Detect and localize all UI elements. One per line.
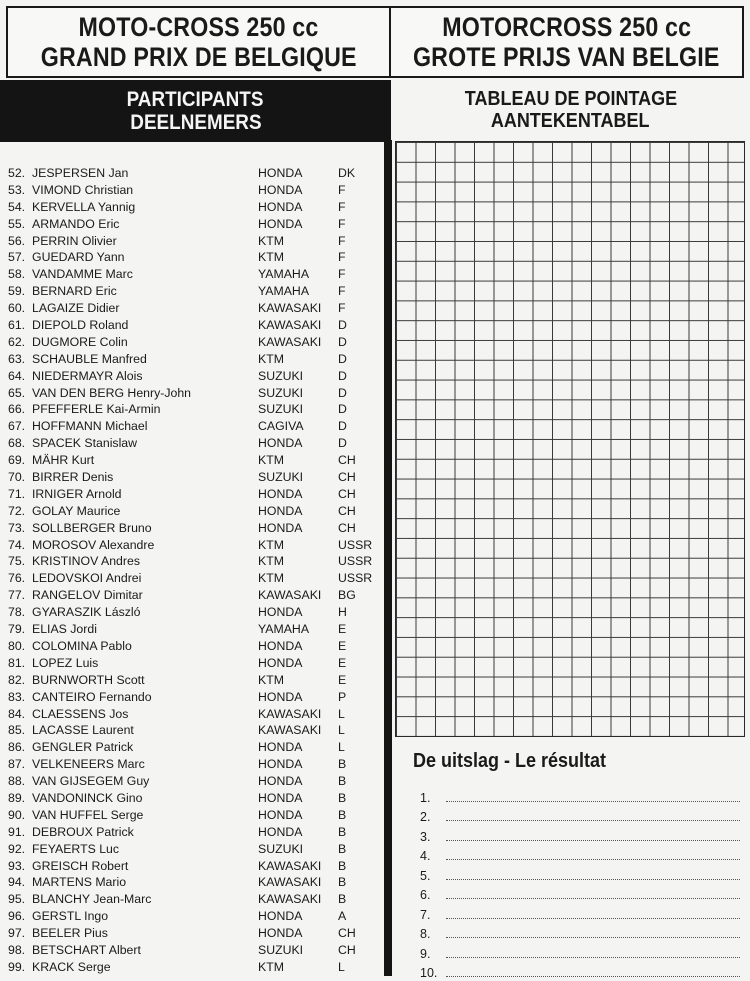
participant-row: [8, 283, 380, 300]
participant-brand: HONDA: [258, 689, 303, 704]
participant-country: E: [338, 622, 347, 637]
result-position: 5.: [420, 868, 431, 883]
participant-brand: HONDA: [258, 740, 303, 755]
participant-country: F: [338, 199, 346, 214]
participant-name: BERNARD Eric: [32, 284, 117, 299]
header-left-line1: MOTO-CROSS 250 cc: [78, 12, 319, 42]
participant-number: 67.: [8, 419, 26, 434]
participant-country: F: [338, 301, 346, 316]
participant-row: [8, 300, 380, 317]
participant-country: F: [338, 284, 346, 299]
participant-name: CANTEIRO Fernando: [32, 689, 152, 704]
participant-row: [8, 638, 380, 655]
participant-row: [8, 739, 380, 756]
participant-brand: HONDA: [258, 638, 303, 653]
participant-country: B: [338, 774, 347, 789]
participant-row: [8, 908, 380, 925]
participant-row: [8, 199, 380, 216]
participant-country: F: [338, 182, 346, 197]
header-right-box: [389, 6, 744, 78]
result-line[interactable]: [420, 922, 740, 942]
participant-number: 57.: [8, 250, 26, 265]
participant-brand: HONDA: [258, 655, 303, 670]
participant-brand: SUZUKI: [258, 942, 304, 957]
result-line[interactable]: [420, 961, 740, 981]
result-entry-line[interactable]: [446, 937, 740, 938]
participant-number: 55.: [8, 216, 26, 231]
participant-number: 53.: [8, 182, 26, 197]
participant-name: KRISTINOV Andres: [32, 554, 140, 569]
participant-number: 58.: [8, 267, 26, 282]
participant-brand: HONDA: [258, 199, 303, 214]
participant-row: [8, 672, 380, 689]
participant-name: KERVELLA Yannig: [32, 199, 136, 214]
participant-brand: KAWASAKI: [258, 723, 322, 738]
participant-country: B: [338, 841, 347, 856]
participant-number: 93.: [8, 858, 26, 873]
participant-country: CH: [338, 470, 356, 485]
participant-number: 74.: [8, 537, 26, 552]
participant-brand: KAWASAKI: [258, 892, 322, 907]
participant-country: DK: [338, 166, 356, 180]
participant-number: 99.: [8, 959, 26, 974]
participant-name: LEDOVSKOI Andrei: [32, 571, 142, 586]
participant-name: FEYAERTS Luc: [32, 841, 120, 856]
result-entry-line[interactable]: [446, 879, 740, 880]
participant-country: D: [338, 385, 347, 400]
header-left-line2: GRAND PRIX DE BELGIQUE: [40, 42, 357, 72]
participant-brand: KTM: [258, 959, 284, 974]
participant-name: KRACK Serge: [32, 959, 111, 974]
participant-number: 96.: [8, 909, 26, 924]
participant-number: 85.: [8, 723, 26, 738]
participant-brand: HONDA: [258, 503, 303, 518]
participant-number: 81.: [8, 655, 26, 670]
participant-country: D: [338, 351, 347, 366]
participant-country: E: [338, 672, 347, 687]
participants-title-nl: DEELNEMERS: [129, 111, 262, 134]
participant-country: L: [338, 723, 345, 738]
participant-name: LOPEZ Luis: [32, 655, 99, 670]
result-line[interactable]: [420, 941, 740, 961]
participant-number: 97.: [8, 926, 26, 941]
participant-number: 68.: [8, 436, 26, 451]
participant-name: VAN DEN BERG Henry-John: [32, 385, 191, 400]
participant-number: 95.: [8, 892, 26, 907]
participant-country: B: [338, 824, 347, 839]
participant-name: VANDONINCK Gino: [32, 790, 143, 805]
participants-header: [0, 80, 391, 142]
participant-name: LACASSE Laurent: [32, 723, 134, 738]
participant-brand: KTM: [258, 250, 284, 265]
participant-row: [8, 266, 380, 283]
participant-name: COLOMINA Pablo: [32, 638, 132, 653]
participant-row: [8, 368, 380, 385]
participant-row: [8, 959, 380, 976]
participant-name: SPACEK Stanislaw: [32, 436, 138, 451]
result-line[interactable]: [420, 902, 740, 922]
result-line[interactable]: [420, 883, 740, 903]
result-entry-line[interactable]: [446, 801, 740, 802]
participant-number: 89.: [8, 790, 26, 805]
participant-row: [8, 165, 380, 182]
result-entry-line[interactable]: [446, 859, 740, 860]
participant-country: B: [338, 892, 347, 907]
participant-name: GERSTL Ingo: [32, 909, 109, 924]
participant-country: E: [338, 655, 347, 670]
participant-name: RANGELOV Dimitar: [32, 588, 143, 603]
result-line[interactable]: [420, 824, 740, 844]
participant-number: 62.: [8, 334, 26, 349]
result-position: 9.: [420, 946, 431, 961]
result-position: 3.: [420, 829, 431, 844]
participant-country: D: [338, 334, 347, 349]
participant-country: E: [338, 638, 347, 653]
participant-row: [8, 334, 380, 351]
participant-country: USSR: [338, 571, 373, 586]
participant-country: A: [338, 909, 347, 924]
result-position: 6.: [420, 888, 431, 902]
participant-brand: SUZUKI: [258, 368, 304, 383]
participant-number: 91.: [8, 824, 26, 839]
header-left-box: [6, 6, 391, 78]
participant-row: [8, 925, 380, 942]
participant-brand: HONDA: [258, 520, 303, 535]
participant-name: PFEFFERLE Kai-Armin: [32, 402, 161, 417]
participant-country: D: [338, 368, 347, 383]
participant-number: 80.: [8, 638, 26, 653]
participant-name: GOLAY Maurice: [32, 503, 121, 518]
participant-row: [8, 891, 380, 908]
participant-country: L: [338, 959, 345, 974]
participant-number: 98.: [8, 942, 26, 957]
participant-number: 52.: [8, 166, 26, 180]
participant-brand: YAMAHA: [258, 267, 310, 282]
participant-row: [8, 874, 380, 891]
participant-name: SCHAUBLE Manfred: [32, 351, 147, 366]
participant-row: [8, 655, 380, 672]
participant-row: [8, 773, 380, 790]
participant-row: [8, 233, 380, 250]
result-position: 10.: [420, 966, 438, 980]
participant-name: HOFFMANN Michael: [32, 419, 148, 434]
result-line[interactable]: [420, 805, 740, 825]
participant-country: B: [338, 790, 347, 805]
participant-country: D: [338, 436, 347, 451]
participant-list: [8, 165, 380, 976]
participant-country: BG: [338, 588, 356, 603]
participant-row: [8, 553, 380, 570]
participant-brand: KAWASAKI: [258, 588, 322, 603]
participant-brand: KAWASAKI: [258, 706, 322, 721]
column-divider: [384, 140, 392, 976]
participant-row: [8, 706, 380, 723]
result-list: [420, 785, 740, 980]
participant-number: 90.: [8, 807, 26, 822]
participant-brand: KTM: [258, 571, 284, 586]
participant-country: L: [338, 740, 345, 755]
result-position: 7.: [420, 907, 431, 922]
participant-row: [8, 942, 380, 959]
participant-name: BEELER Pius: [32, 926, 108, 941]
participant-brand: YAMAHA: [258, 284, 310, 299]
participant-name: VANDAMME Marc: [32, 267, 133, 282]
participant-row: [8, 469, 380, 486]
participant-name: SOLLBERGER Bruno: [32, 520, 152, 535]
participant-row: [8, 689, 380, 706]
participant-row: [8, 435, 380, 452]
participant-name: IRNIGER Arnold: [32, 486, 122, 501]
result-position: 2.: [420, 810, 431, 824]
participant-name: GUEDARD Yann: [32, 250, 125, 265]
participant-country: D: [338, 402, 347, 417]
scoreboard-header: [391, 88, 750, 132]
participant-name: CLAESSENS Jos: [32, 706, 129, 721]
participant-number: 69.: [8, 453, 26, 468]
participant-brand: HONDA: [258, 486, 303, 501]
participant-brand: HONDA: [258, 757, 303, 772]
participant-number: 88.: [8, 774, 26, 789]
result-entry-line[interactable]: [446, 820, 740, 821]
participant-number: 73.: [8, 520, 26, 535]
participant-country: B: [338, 858, 347, 873]
participants-title-fr: PARTICIPANTS: [127, 88, 264, 111]
participant-brand: HONDA: [258, 216, 303, 231]
participant-row: [8, 756, 380, 773]
participant-row: [8, 351, 380, 368]
participant-number: 59.: [8, 284, 26, 299]
participant-brand: YAMAHA: [258, 622, 310, 637]
participant-brand: HONDA: [258, 824, 303, 839]
participant-country: F: [338, 250, 346, 265]
participant-number: 78.: [8, 605, 26, 620]
participant-number: 75.: [8, 554, 26, 569]
participant-brand: SUZUKI: [258, 402, 304, 417]
participant-row: [8, 587, 380, 604]
participant-country: B: [338, 807, 347, 822]
participant-name: PERRIN Olivier: [32, 233, 117, 248]
participant-row: [8, 182, 380, 199]
participant-row: [8, 807, 380, 824]
participant-number: 92.: [8, 841, 26, 856]
result-entry-line[interactable]: [446, 976, 740, 977]
participant-number: 65.: [8, 385, 26, 400]
participant-brand: KTM: [258, 453, 284, 468]
result-entry-line[interactable]: [446, 840, 740, 841]
participant-number: 82.: [8, 672, 26, 687]
participant-name: VAN HUFFEL Serge: [32, 807, 144, 822]
result-line[interactable]: [420, 863, 740, 883]
participant-number: 79.: [8, 622, 26, 637]
participant-brand: HONDA: [258, 774, 303, 789]
participant-number: 77.: [8, 588, 26, 603]
participant-brand: KTM: [258, 233, 284, 248]
participant-name: VIMOND Christian: [32, 182, 134, 197]
participant-number: 70.: [8, 470, 26, 485]
participant-number: 61.: [8, 318, 26, 333]
participant-country: CH: [338, 520, 356, 535]
participant-row: [8, 858, 380, 875]
participant-row: [8, 486, 380, 503]
participant-row: [8, 570, 380, 587]
participant-number: 84.: [8, 706, 26, 721]
participant-country: F: [338, 267, 346, 282]
participant-name: ELIAS Jordi: [32, 622, 97, 637]
participant-row: [8, 520, 380, 537]
result-line[interactable]: [420, 844, 740, 864]
result-entry-line[interactable]: [446, 918, 740, 919]
participant-brand: KTM: [258, 351, 284, 366]
participant-brand: HONDA: [258, 182, 303, 197]
participant-row: [8, 385, 380, 402]
participant-brand: KTM: [258, 672, 284, 687]
result-entry-line[interactable]: [446, 957, 740, 958]
participant-number: 54.: [8, 199, 26, 214]
participant-country: CH: [338, 503, 356, 518]
participant-country: F: [338, 216, 346, 231]
participant-name: ARMANDO Eric: [32, 216, 120, 231]
scoring-grid[interactable]: [395, 141, 745, 737]
participant-row: [8, 418, 380, 435]
scoreboard-title-fr: TABLEAU DE POINTAGE: [464, 88, 677, 110]
participant-country: B: [338, 757, 347, 772]
participant-number: 60.: [8, 301, 26, 316]
participant-number: 72.: [8, 503, 26, 518]
participant-country: CH: [338, 926, 356, 941]
result-position: 8.: [420, 927, 431, 941]
participant-row: [8, 722, 380, 739]
participant-row: [8, 824, 380, 841]
header-right-line1: MOTORCROSS 250 cc: [442, 12, 691, 42]
participant-name: GREISCH Robert: [32, 858, 129, 873]
participant-name: DEBROUX Patrick: [32, 824, 134, 839]
participant-country: P: [338, 689, 347, 704]
participant-row: [8, 452, 380, 469]
participant-row: [8, 841, 380, 858]
participant-name: DUGMORE Colin: [32, 334, 128, 349]
result-title: De uitslag - Le résultat: [413, 750, 607, 772]
participant-country: F: [338, 233, 346, 248]
participant-name: GYARASZIK László: [32, 605, 141, 620]
participant-number: 87.: [8, 757, 26, 772]
participant-country: CH: [338, 453, 356, 468]
result-position: 1.: [420, 790, 431, 805]
participant-number: 76.: [8, 571, 26, 586]
participant-number: 94.: [8, 875, 26, 890]
participant-number: 83.: [8, 689, 26, 704]
participant-number: 86.: [8, 740, 26, 755]
participant-name: DIEPOLD Roland: [32, 318, 129, 333]
participant-row: [8, 604, 380, 621]
participant-brand: HONDA: [258, 790, 303, 805]
participant-row: [8, 537, 380, 554]
participant-name: LAGAIZE Didier: [32, 301, 120, 316]
participant-brand: HONDA: [258, 605, 303, 620]
participant-row: [8, 790, 380, 807]
participant-number: 63.: [8, 351, 26, 366]
participant-row: [8, 401, 380, 418]
participant-name: GENGLER Patrick: [32, 740, 134, 755]
participant-name: BLANCHY Jean-Marc: [32, 892, 152, 907]
participant-country: B: [338, 875, 347, 890]
participant-name: NIEDERMAYR Alois: [32, 368, 143, 383]
participant-name: MÄHR Kurt: [32, 453, 95, 468]
participant-country: L: [338, 706, 345, 721]
participant-name: BETSCHART Albert: [32, 942, 141, 957]
participant-number: 56.: [8, 233, 26, 248]
participant-brand: KAWASAKI: [258, 334, 322, 349]
participant-brand: KAWASAKI: [258, 875, 322, 890]
participant-number: 71.: [8, 486, 26, 501]
participant-brand: KAWASAKI: [258, 318, 322, 333]
participant-row: [8, 216, 380, 233]
participant-brand: KAWASAKI: [258, 858, 322, 873]
participant-country: CH: [338, 486, 356, 501]
participant-row: [8, 503, 380, 520]
participant-brand: HONDA: [258, 807, 303, 822]
participant-brand: HONDA: [258, 926, 303, 941]
participant-number: 66.: [8, 402, 26, 417]
participant-country: D: [338, 419, 347, 434]
participant-name: VAN GIJSEGEM Guy: [32, 774, 150, 789]
participant-brand: KAWASAKI: [258, 301, 322, 316]
participant-brand: SUZUKI: [258, 385, 304, 400]
participant-brand: CAGIVA: [258, 419, 304, 434]
participant-name: JESPERSEN Jan: [32, 166, 129, 180]
participant-brand: SUZUKI: [258, 841, 304, 856]
scoreboard-title-nl: AANTEKENTABEL: [491, 110, 650, 132]
participant-number: 64.: [8, 368, 26, 383]
participant-country: USSR: [338, 554, 373, 569]
participant-brand: SUZUKI: [258, 470, 304, 485]
participant-brand: KTM: [258, 554, 284, 569]
result-entry-line[interactable]: [446, 898, 740, 899]
participant-country: H: [338, 605, 347, 620]
participant-name: VELKENEERS Marc: [32, 757, 145, 772]
participant-row: [8, 249, 380, 266]
participant-name: MOROSOV Alexandre: [32, 537, 155, 552]
participant-brand: HONDA: [258, 909, 303, 924]
participant-country: USSR: [338, 537, 373, 552]
participant-name: BURNWORTH Scott: [32, 672, 145, 687]
participant-country: CH: [338, 942, 356, 957]
participant-brand: HONDA: [258, 166, 303, 180]
header-right-line2: GROTE PRIJS VAN BELGIE: [413, 42, 720, 72]
participant-name: MARTENS Mario: [32, 875, 127, 890]
participant-country: D: [338, 318, 347, 333]
participant-row: [8, 621, 380, 638]
participant-brand: KTM: [258, 537, 284, 552]
result-position: 4.: [420, 849, 431, 863]
result-line[interactable]: [420, 785, 740, 805]
participant-row: [8, 317, 380, 334]
participant-brand: HONDA: [258, 436, 303, 451]
participant-name: BIRRER Denis: [32, 470, 114, 485]
